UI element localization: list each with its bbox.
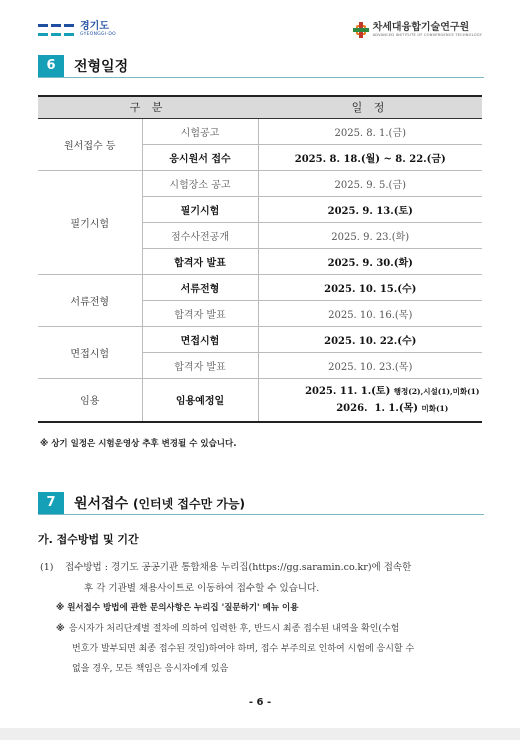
section-6-number: 6: [38, 55, 64, 77]
item-cell: 서류전형: [142, 274, 258, 300]
subsection-ga: 가. 접수방법 및 기간: [38, 533, 139, 546]
table-row: [38, 326, 482, 352]
header-date: 일 정: [258, 96, 482, 118]
date-cell: 2025. 9. 5.(금): [258, 170, 482, 196]
item-cell: 필기시험: [142, 196, 258, 222]
schedule-table: [38, 95, 482, 423]
caution-note: [56, 619, 486, 679]
date-cell: 2025. 10. 23.(목): [258, 352, 482, 378]
date-cell: 2025. 10. 15.(수): [258, 274, 482, 300]
item-cell: 임용예정일: [142, 378, 258, 422]
section-7-title-sub: (인터넷 접수만 가능): [132, 496, 246, 511]
table-row: [38, 274, 482, 300]
section-7-title-main: 원서접수: [74, 495, 129, 512]
header-category: 구 분: [38, 96, 258, 118]
inquiry-note: ※ 원서접수 방법에 관한 문의사항은 누리집 '질문하기' 메뉴 이용: [56, 603, 299, 613]
section-7-number: 7: [38, 492, 64, 514]
item-cell: 점수사전공개: [142, 222, 258, 248]
date-cell: 2025. 10. 22.(수): [258, 326, 482, 352]
appointment-date-2-note: 미화(1): [421, 403, 449, 413]
date-cell: 2025. 10. 16.(목): [258, 300, 482, 326]
bottom-strip: [0, 728, 520, 740]
section-7-heading: [38, 491, 484, 515]
section-6-heading: [38, 54, 484, 78]
appointment-date-1-note: 행정(2),시설(1),미화(1): [393, 386, 480, 396]
item-1-label: (1): [40, 562, 54, 573]
table-row: [38, 118, 482, 144]
category-cell: 임용: [38, 378, 142, 422]
table-row: [38, 378, 482, 422]
caution-line-2: 번호가 발부되면 최종 접수된 것임)하여야 하며, 접수 부주의로 인하여 시험에 응시할 수: [72, 644, 415, 654]
institute-logo: [353, 22, 482, 38]
institute-logo-icon: [353, 22, 369, 38]
date-cell: 2025. 8. 1.(금): [258, 118, 482, 144]
page-number: - 6 -: [248, 697, 272, 708]
item-cell: 면접시험: [142, 326, 258, 352]
institute-logo-eng: ADVANCED INSTITUTE OF CONVERGENCE TECHNOLOGY: [372, 32, 482, 37]
item-cell: 합격자 발표: [142, 352, 258, 378]
table-row: [38, 170, 482, 196]
section-6-title: 전형일정: [74, 58, 129, 75]
item-1-line-1: [40, 557, 484, 578]
caution-line-3: 없을 경우, 모든 책임은 응시자에게 있음: [72, 664, 229, 674]
item-cell: 시험장소 공고: [142, 170, 258, 196]
item-1-text-1: 접수방법 : 경기도 공공기관 통합채용 누리집(https://gg.saramin.co.kr)에 접속한: [65, 562, 412, 573]
item-cell: 합격자 발표: [142, 248, 258, 274]
category-cell: 서류전형: [38, 274, 142, 326]
section-7-title: [74, 493, 245, 513]
date-cell: 2025. 9. 13.(토): [258, 196, 482, 222]
category-cell: 원서접수 등: [38, 118, 142, 170]
gyeonggi-logo-icon: [38, 24, 74, 36]
category-cell: 필기시험: [38, 170, 142, 274]
item-1-line-2: 후 각 기관별 채용사이트로 이동하여 접수할 수 있습니다.: [84, 583, 320, 594]
caution-line-1: 응시자가 처리단계별 절차에 의하여 입력한 후, 반드시 최종 접수된 내역을 확인(수험: [68, 624, 400, 634]
appointment-date-1: 2025. 11. 1.(토): [305, 385, 391, 397]
item-cell: 합격자 발표: [142, 300, 258, 326]
category-cell: 면접시험: [38, 326, 142, 378]
item-cell: 시험공고: [142, 118, 258, 144]
gyeonggi-logo-name: 경기도: [80, 21, 109, 32]
item-cell: 응시원서 접수: [142, 144, 258, 170]
gyeonggi-logo: [38, 22, 116, 38]
schedule-note: ※ 상기 일정은 시험운영상 추후 변경될 수 있습니다.: [40, 439, 237, 449]
date-cell: 2025. 9. 30.(화): [258, 248, 482, 274]
caution-mark: ※: [56, 624, 65, 634]
institute-logo-name: 차세대융합기술연구원: [372, 21, 470, 33]
schedule-table-header: [38, 96, 482, 118]
date-cell: 2025. 8. 18.(월) ~ 8. 22.(금): [258, 144, 482, 170]
appointment-date-2: 2026. 1. 1.(목): [336, 402, 418, 414]
date-cell: 2025. 9. 23.(화): [258, 222, 482, 248]
gyeonggi-logo-eng: GYEONGGI-DO: [80, 32, 116, 37]
date-cell: [258, 378, 482, 422]
